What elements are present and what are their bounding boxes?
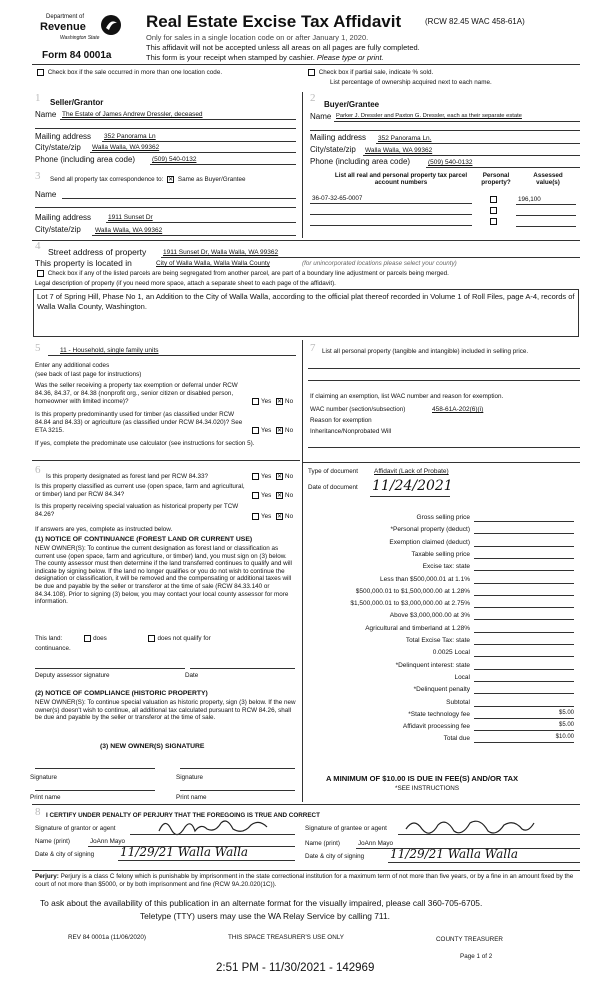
s6-q3-no: No	[285, 513, 294, 521]
tax-row-value[interactable]	[474, 513, 574, 522]
buyer-city-label: City/state/zip	[310, 145, 356, 154]
grantor-signature	[155, 815, 275, 844]
buyer-blank-line	[310, 130, 580, 131]
s6-q1-no: No	[285, 473, 294, 481]
deputy-sig-line	[35, 668, 185, 669]
parcel-line3	[310, 225, 472, 226]
section-divider-4	[32, 240, 580, 241]
s5-s7-divider	[302, 340, 303, 802]
reason-line	[308, 447, 580, 448]
header-line3-italic: Please type or print.	[316, 53, 384, 62]
tax-row-label: Less than $500,000.01 at 1.1%	[380, 575, 470, 583]
section7-number: 7	[310, 342, 316, 354]
partial-sale-checkbox[interactable]	[308, 69, 315, 76]
form-number: Form 84 0001a	[42, 50, 112, 61]
notice2-title: (2) NOTICE OF COMPLIANCE (HISTORIC PROPERTY)	[35, 690, 208, 697]
s6-q2-answer	[252, 492, 293, 499]
tax-row-value[interactable]	[474, 587, 574, 596]
s5-q2: Is this property predominantly used for timber (as classified under RCW 84.84 and 84.33) or agriculture (as classified under RCW 84.34.020)? See ETA 3215.	[35, 411, 243, 434]
section5-number: 5	[35, 342, 41, 354]
recording-stamp: 2:51 PM - 11/30/2021 - 142969	[216, 962, 375, 974]
does-not-label: does not qualify for	[157, 635, 211, 643]
section3-number: 3	[35, 170, 41, 182]
section-divider-6	[32, 460, 300, 461]
seller-city: Walla Walla, WA 99362	[92, 144, 160, 151]
s6-q3: Is this property receiving special valuation as historical property per TCW 84.26?	[35, 503, 239, 518]
s5-q2-no-checkbox[interactable]: ✕	[277, 428, 283, 434]
perjury-bold: Perjury:	[35, 873, 59, 880]
buyer-heading: Buyer/Grantee	[324, 100, 380, 109]
s5-q1: Was the seller receiving a property tax exemption or deferral under RCW 84.36, 84.37, or 84.38 (nonprofit org., senior citizen or disabled person, homeowner with limited income)?	[35, 382, 238, 405]
tax-row-value[interactable]	[474, 525, 574, 534]
deputy-date-line	[190, 668, 295, 669]
seller-mailing-label: Mailing address	[35, 132, 92, 141]
tax-row-value[interactable]	[474, 636, 574, 645]
dept-line1: Department of	[46, 14, 85, 20]
rev-number: REV 84 0001a (11/06/2020)	[68, 934, 146, 941]
seller-name-line	[60, 119, 296, 120]
tax-row-value[interactable]	[474, 599, 574, 608]
deputy-sig-label: Deputy assessor signature	[35, 672, 110, 679]
grantor-signature-scribble-icon	[155, 815, 275, 839]
rcw-reference: (RCW 82.45 WAC 458-61A)	[425, 17, 525, 26]
minimum-due: A MINIMUM OF $10.00 IS DUE IN FEE(S) AND/OR TAX	[326, 774, 519, 783]
tax-row-value[interactable]	[474, 575, 574, 584]
grantor-name-label: Name (print)	[35, 838, 70, 845]
s6-q2-yes-checkbox[interactable]	[252, 492, 259, 499]
s6-q2-no: No	[285, 492, 294, 500]
section2-number: 2	[310, 92, 316, 104]
tax-row-label: $1,500,000.01 to $3,000,000.00 at 2.75%	[350, 600, 470, 608]
grantee-name: JoAnn Mayo	[358, 840, 394, 847]
owner-sig1-label: Signature	[30, 774, 57, 781]
s6-q2-no-checkbox[interactable]: ✕	[277, 493, 283, 499]
s5-q1-yes-checkbox[interactable]	[252, 398, 259, 405]
continuance-label: continuance.	[35, 645, 71, 652]
section6-number: 6	[35, 464, 41, 476]
wac-label: WAC number (section/subsection)	[310, 406, 406, 413]
alt-format-line1: To ask about the availability of this publication in an alternate format for the visually impaired, please call 360-705-6705.	[40, 898, 483, 908]
s7-line2	[308, 380, 580, 381]
page-number: Page 1 of 2	[460, 953, 493, 960]
doc-type: Affidavit (Lack of Probate)	[374, 468, 449, 475]
deputy-date-label: Date	[185, 672, 199, 679]
reason-label: Reason for exemption	[310, 417, 372, 424]
seller-name: The Estate of James Andrew Dressler, deceased	[62, 111, 203, 118]
county-treasurer: COUNTY TREASURER	[436, 936, 503, 943]
seller-city-line	[90, 152, 296, 153]
corr-city: Walla Walla, WA 99362	[95, 227, 163, 234]
s6-q2: Is this property classified as current use (open space, farm and agricultural, or timber) land per RCW 84.34?	[35, 483, 245, 498]
corr-name-label: Name	[35, 190, 57, 199]
seller-phone-label: Phone (including area code)	[35, 155, 136, 164]
tax-row-label: Affidavit processing fee	[402, 723, 470, 731]
buyer-name: Parker J. Dressler and Paxton G. Dressler, each as their separate estate	[336, 113, 522, 119]
buyer-mailing-label: Mailing address	[310, 133, 367, 142]
s5-q1-no: No	[285, 398, 294, 406]
corr-city-label: City/state/zip	[35, 225, 81, 234]
owner-print1-line	[35, 790, 155, 791]
tax-row-label: *Personal property (deduct)	[390, 526, 470, 534]
tax-row-label: Total Excise Tax: state	[405, 637, 470, 644]
street-line	[161, 257, 580, 258]
dept-line2: Revenue	[40, 21, 86, 33]
corr-mailing-line	[106, 222, 296, 223]
legal-description: Lot 7 of Spring Hill, Phase No 1, an Addition to the City of Walla Walla, according to the official plat thereof recorded in Volume 1 of Roll Files, page A-4, records of Walla Walla County, Washington.	[37, 292, 575, 311]
see-instructions: *SEE INSTRUCTIONS	[395, 785, 460, 792]
grantor-date: 11/29/21 Walla Walla	[120, 845, 249, 859]
wac-number: 458-61A-202(6)(i)	[432, 406, 484, 413]
tax-row-label: *Delinquent penalty	[413, 686, 470, 694]
parcels-col1: List all real and personal property tax parcel account numbers	[334, 172, 468, 186]
seller-mailing: 352 Panorama Ln	[104, 133, 156, 140]
located-in: City of Walla Walla, Walla Walla County	[156, 260, 270, 267]
multi-location-checkbox[interactable]	[37, 69, 44, 76]
parcel-line1	[310, 203, 472, 204]
footer-divider	[32, 870, 580, 871]
seller-name-label: Name	[35, 110, 57, 119]
grantee-date-line	[388, 862, 580, 863]
parcels-col2: Personal property?	[481, 172, 511, 186]
partial-sale-check[interactable]	[308, 69, 433, 76]
tax-row-label: Above $3,000,000.00 at 3%	[389, 612, 470, 620]
value-line3	[516, 226, 576, 227]
grantor-sig-line	[130, 834, 295, 835]
s6-note: If answers are yes, complete as instructed below.	[35, 526, 173, 533]
buyer-mailing: 352 Panorama Ln.	[378, 135, 432, 142]
tax-row-label: Taxable selling price	[411, 550, 470, 558]
s6-q1-yes: Yes	[261, 473, 272, 481]
s6-q1-no-checkbox[interactable]: ✕	[277, 474, 283, 480]
street-address: 1911 Sunset Dr, Walla Walla, WA 99362	[163, 249, 279, 256]
parcels-col3: Assessed value(s)	[533, 172, 563, 186]
tax-row-value[interactable]	[474, 562, 574, 571]
s5-q2-yes-checkbox[interactable]	[252, 427, 259, 434]
alt-format-line2: Teletype (TTY) users may use the WA Relay Service by calling 711.	[140, 911, 390, 921]
tax-row-value[interactable]: $5.00	[474, 710, 574, 719]
grantee-signature	[400, 815, 540, 843]
owner-print2-line	[180, 790, 295, 791]
assessed-value-1: 196,100	[518, 196, 541, 203]
dept-line3: Washington State	[60, 35, 100, 41]
notice1-title: (1) NOTICE OF CONTINUANCE (FOREST LAND OR CURRENT USE)	[35, 536, 253, 543]
s6-q1-yes-checkbox[interactable]	[252, 473, 259, 480]
value-line2	[516, 215, 576, 216]
does-checkbox[interactable]	[84, 635, 91, 642]
buyer-phone-label: Phone (including area code)	[310, 157, 411, 166]
s5-q1-answer	[252, 398, 293, 405]
s6-q3-yes-checkbox[interactable]	[252, 513, 259, 520]
doc-date-line	[370, 496, 450, 497]
grantor-name: JoAnn Mayo	[90, 838, 126, 845]
segregated-label: Check box if any of the listed parcels are being segregated from another parcel, are part of a boundary line adjustment or parcels being merged.	[47, 270, 449, 278]
tax-row-label: Excise tax: state	[422, 563, 470, 571]
same-as-buyer-label: Same as Buyer/Grantee	[177, 176, 246, 184]
grantor-date-label: Date & city of signing	[35, 851, 95, 858]
correspondence-row	[50, 176, 245, 183]
s6-q1: Is this property designated as forest land per RCW 84.33?	[46, 473, 209, 480]
s6-q3-yes: Yes	[261, 513, 272, 521]
does-label: does	[93, 635, 107, 643]
s5-q3: If yes, complete the predominate use calculator (see instructions for section 5).	[35, 440, 255, 447]
s7-divider	[302, 462, 580, 463]
segregated-checkbox[interactable]	[37, 270, 44, 277]
personal-property-checkbox-3[interactable]	[490, 218, 497, 225]
treasurer-use: THIS SPACE TREASURER'S USE ONLY	[228, 934, 344, 941]
s7-label: List all personal property (tangible and intangible) included in selling price.	[322, 348, 529, 355]
s5-q1-no-checkbox[interactable]: ✕	[277, 399, 283, 405]
seller-buyer-divider	[302, 92, 303, 238]
legal-label: Legal description of property (if you need more space, attach a separate sheet to each page of the affidavit).	[35, 280, 336, 287]
corr-mailing-label: Mailing address	[35, 213, 92, 222]
perjury-notice	[35, 873, 575, 889]
notice3-title: (3) NEW OWNER(S) SIGNATURE	[100, 743, 205, 750]
notice2-body: NEW OWNER(S): To continue special valuation as historic property, sign (3) below. If the new owner(s) doesn't wish to continue, all additional tax calculated pursuant to RCW 84.26, shall be due and payable by the seller or transferor at the time of sale.	[35, 699, 296, 722]
this-land-row	[35, 635, 211, 642]
s5-q2-yes: Yes	[261, 427, 272, 435]
tax-row-value[interactable]: $5.00	[474, 722, 574, 731]
tax-row-label: Gross selling price	[416, 514, 470, 521]
section4-number: 4	[35, 240, 41, 252]
section1-number: 1	[35, 92, 41, 104]
doc-date-label: Date of document	[308, 484, 358, 491]
pct-list-note: List percentage of ownership acquired next to each name.	[330, 79, 492, 86]
s5-q1-yes: Yes	[261, 398, 272, 406]
owner-sig2-label: Signature	[176, 774, 203, 781]
located-note: (for unincorporated locations please select your county)	[302, 260, 457, 267]
grantee-date: 11/29/21 Walla Walla	[390, 847, 519, 861]
multi-location-check[interactable]	[37, 69, 222, 76]
multi-location-label: Check box if the sale occurred in more than one location code.	[47, 69, 223, 77]
corr-name-line	[62, 198, 296, 199]
s6-q2-yes: Yes	[261, 492, 272, 500]
tax-row-value[interactable]	[474, 685, 574, 694]
buyer-phone: (509) 540-0132	[428, 159, 473, 166]
header-line1: Only for sales in a single location code on or after January 1, 2020.	[146, 33, 369, 42]
personal-property-checkbox-2[interactable]	[490, 207, 497, 214]
buyer-phone-line	[426, 167, 580, 168]
tax-row-label: *State technology fee	[408, 710, 470, 718]
owner-print2-label: Print name	[176, 794, 207, 801]
segregated-check[interactable]	[37, 270, 449, 277]
owner-print1-label: Print name	[30, 794, 61, 801]
tax-row-value[interactable]	[474, 673, 574, 682]
buyer-name-line	[334, 121, 580, 122]
parcel-line2	[310, 214, 472, 215]
value-line1	[516, 204, 576, 205]
reason-value: Inheritance/Nonprobated Will	[310, 428, 392, 435]
s5-q2-no: No	[285, 427, 294, 435]
buyer-city-line	[363, 155, 580, 156]
seller-blank-line	[35, 128, 296, 129]
seller-mailing-line	[102, 141, 296, 142]
tax-row-label: $500,000.01 to $1,500,000.00 at 1.28%	[355, 587, 470, 595]
s7-line1	[308, 368, 580, 369]
correspondence-label: Send all property tax correspondence to:	[50, 176, 164, 184]
doc-type-label: Type of document	[308, 468, 359, 475]
seller-phone-line	[150, 164, 296, 165]
s6-q3-no-checkbox[interactable]: ✕	[277, 514, 283, 520]
seller-heading: Seller/Grantor	[50, 98, 104, 107]
grantee-name-label: Name (print)	[305, 840, 340, 847]
exemption-label: If claiming an exemption, list WAC number and reason for exemption.	[310, 393, 504, 400]
buyer-name-label: Name	[310, 112, 332, 121]
notice1-body: NEW OWNER(S): To continue the current designation as forest land or classification as current use (open space, farm and agriculture, or timber) land, you must sign on (3) below. The county assessor must then determine if the land transferred continues to qualify and will indicate by signing below. If the land no longer qualifies or you do not wish to continue the designation or classification, it will be removed and the compensating or additional taxes will be due and payable by the seller or transferor at the time of sale (RCW 84.33.140 or 84.34.108). Prior to signing (3) below, you may contact your local county assessor for more information.	[35, 545, 292, 606]
located-label: This property is located in	[35, 258, 132, 268]
form-title: Real Estate Excise Tax Affidavit	[146, 12, 402, 31]
section-divider-8	[32, 804, 580, 805]
buyer-mailing-line	[376, 143, 580, 144]
grantee-sig-label: Signature of grantee or agent	[305, 825, 387, 832]
see-back: (see back of last page for instructions)	[35, 371, 142, 378]
s5-q2-answer	[252, 427, 293, 434]
tax-row-value[interactable]	[474, 661, 574, 670]
legal-description-box	[33, 289, 579, 337]
street-label: Street address of property	[48, 247, 147, 257]
grantee-signature-scribble-icon	[400, 815, 540, 841]
dor-logo	[40, 14, 130, 54]
grantee-date-label: Date & city of signing	[305, 853, 365, 860]
grantee-sig-line	[398, 834, 580, 835]
this-land-label: This land:	[35, 635, 63, 643]
section8-number: 8	[35, 806, 41, 818]
tax-row-value[interactable]	[474, 538, 574, 547]
tax-row-value[interactable]: $10.00	[474, 734, 574, 743]
corr-city-line	[92, 235, 296, 236]
tax-row-label: Local	[454, 673, 470, 681]
use-code: 11 - Household, single family units	[60, 347, 159, 354]
s6-q1-answer	[252, 473, 293, 480]
grantor-sig-label: Signature of grantor or agent	[35, 825, 116, 832]
partial-sale-label: Check box if partial sale, indicate % sold.	[318, 69, 434, 77]
tax-row-label: Subtotal	[446, 698, 470, 706]
personal-property-checkbox-1[interactable]	[490, 196, 497, 203]
tax-row-value[interactable]	[474, 624, 574, 633]
certify-statement: I CERTIFY UNDER PENALTY OF PERJURY THAT THE FOREGOING IS TRUE AND CORRECT	[46, 812, 320, 819]
tax-row-value[interactable]	[474, 698, 574, 707]
seller-city-label: City/state/zip	[35, 143, 81, 152]
dor-swoosh-icon	[100, 14, 122, 36]
enter-codes: Enter any additional codes	[35, 362, 110, 369]
tax-row-value[interactable]	[474, 611, 574, 620]
owner-sig1-line	[35, 768, 155, 769]
does-not-checkbox[interactable]	[148, 635, 155, 642]
grantor-date-line	[118, 860, 295, 861]
tax-row-value[interactable]	[474, 648, 574, 657]
corr-mailing: 1911 Sunset Dr	[108, 214, 153, 221]
s6-q3-answer	[252, 513, 293, 520]
tax-row-label: Agricultural and timberland at 1.28%	[365, 624, 470, 632]
tax-row-label: Total due	[443, 735, 470, 743]
doc-date: 11/24/2021	[372, 478, 453, 494]
seller-phone: (509) 540-0132	[152, 156, 197, 163]
same-as-buyer-checkbox[interactable]: ✕	[168, 177, 174, 183]
header-divider	[32, 64, 580, 65]
tax-row-label: 0.0025 Local	[432, 649, 470, 657]
header-line2: This affidavit will not be accepted unless all areas on all pages are fully completed.	[146, 43, 420, 52]
tax-row-label: *Delinquent interest: state	[395, 661, 470, 669]
tax-row-label: Exemption claimed (deduct)	[389, 538, 470, 546]
perjury-text: Perjury is a class C felony which is punishable by imprisonment in the state correctional institution for a maximum term of not more than five years, or by a fine in an amount fixed by the court of not more than $5000, or by both imprisonment and fine (RCW 9A.20.020(1C)).	[35, 873, 574, 888]
corr-blank-line	[35, 207, 296, 208]
owner-sig2-line	[180, 768, 295, 769]
header-line3	[146, 53, 384, 62]
buyer-city: Walla Walla, WA 99362	[365, 147, 433, 154]
tax-row-value[interactable]	[474, 550, 574, 559]
use-code-line	[48, 355, 296, 356]
parcel-1: 36-07-32-65-0007	[312, 195, 363, 202]
header-line3-text: This form is your receipt when stamped by cashier.	[146, 53, 315, 62]
